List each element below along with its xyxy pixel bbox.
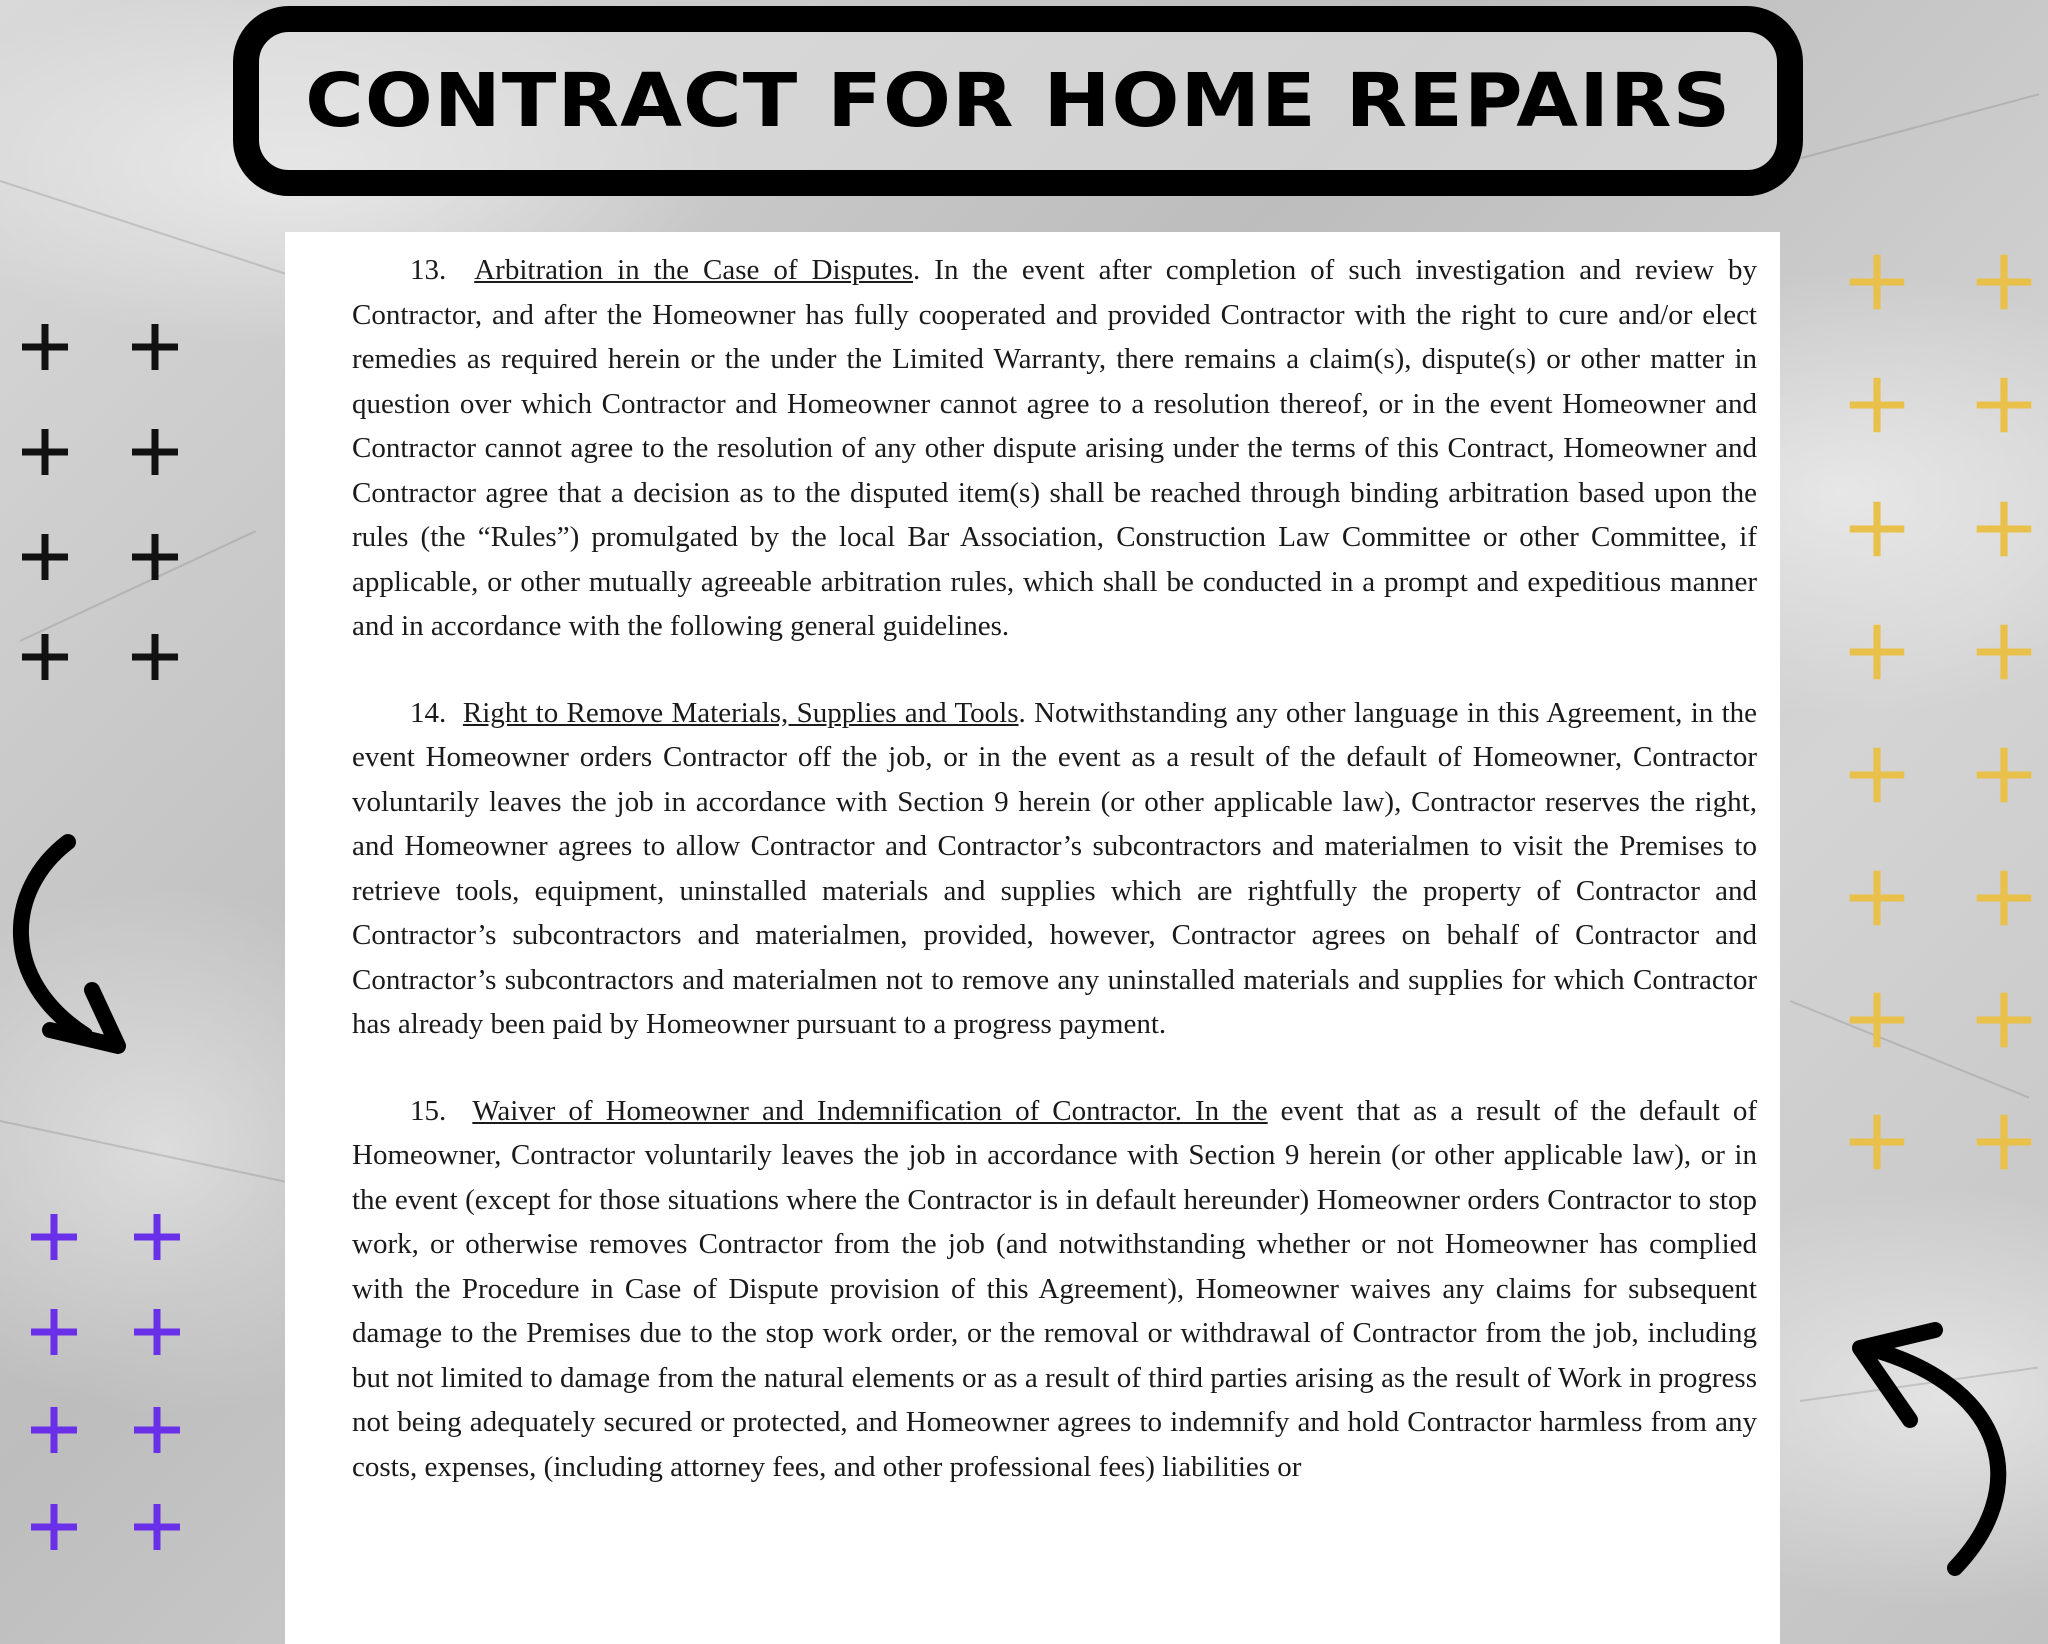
plus-icon (27, 1305, 81, 1359)
plus-icon (1845, 988, 1909, 1052)
section-heading: Waiver of Homeowner and Indemnification of Contractor. In the (472, 1094, 1268, 1127)
plus-icon (128, 320, 182, 374)
plus-icon (18, 630, 72, 684)
plus-icon (27, 1403, 81, 1457)
plus-icon (130, 1305, 184, 1359)
section-14 (352, 691, 1757, 1047)
plus-icon (1972, 250, 2036, 314)
plus-icon (1845, 250, 1909, 314)
plus-icon (1845, 1110, 1909, 1174)
plus-icon (1972, 988, 2036, 1052)
plus-icon (130, 1500, 184, 1554)
curved-arrow-icon (1840, 1320, 2020, 1580)
paper-crease (1790, 93, 2040, 162)
plus-icon (128, 425, 182, 479)
paper-crease (0, 1120, 294, 1184)
section-body: . Notwithstanding any other language in this Agreement, in the event Homeowner orders Contractor off the job, or in the event as a result of the default of Homeowner, Contractor voluntarily leaves the job in accordance with Section 9 herein (or other applicable law), Contractor reserves the right, and Homeowner agrees to allow Contractor and Contractor’s subcontractors and materialmen to visit the Premises to retrieve tools, equipment, uninstalled materials and supplies which are rightfully the property of Contractor and Contractor’s subcontractors and materialmen, provided, however, Contractor agrees on behalf of Contractor and Contractor’s subcontractors and materialmen not to remove any uninstalled materials and supplies for which Contractor has already been paid by Homeowner pursuant to a progress payment. (352, 696, 1758, 1040)
plus-icon (1972, 620, 2036, 684)
section-heading: Arbitration in the Case of Disputes (474, 254, 914, 286)
page-title: CONTRACT FOR HOME REPAIRS (304, 58, 1732, 144)
plus-icon (1972, 1110, 2036, 1174)
plus-icon (1972, 743, 2036, 807)
section-number: 15. (410, 1094, 447, 1127)
plus-icon (18, 425, 72, 479)
section-13 (352, 248, 1757, 649)
plus-icon (1972, 866, 2036, 930)
plus-icon (130, 1403, 184, 1457)
plus-icon (130, 1210, 184, 1264)
curved-arrow-icon (0, 830, 140, 1060)
section-15 (352, 1089, 1757, 1490)
plus-icon (1845, 497, 1909, 561)
section-body: event that as a result of the default of Homeowner, Contractor voluntarily leaves the job in accordance with Section 9 herein (or other applicable law), or in the event (except for those situations where the Contractor is in default hereunder) Homeowner orders Contractor to stop work, or otherwise removes Contractor from the job (and notwithstanding whether or not Homeowner has complied with the Procedure in Case of Dispute provision of this Agreement), Homeowner waives any claims for subsequent damage to the Premises due to the stop work order, or the removal or withdrawal of Contractor from the job, including but not limited to damage from the natural elements or as a result of third parties arising as the result of Work in progress not being adequately secured or protected, and Homeowner agrees to indemnify and hold Contractor harmless from any costs, expenses, (including attorney fees, and other professional fees) liabilities or (352, 1094, 1757, 1483)
section-heading: Right to Remove Materials, Supplies and Tools (462, 696, 1019, 729)
plus-icon (1845, 620, 1909, 684)
plus-icon (1972, 373, 2036, 437)
plus-icon (27, 1210, 81, 1264)
section-number: 14. (410, 696, 447, 729)
plus-icon (18, 530, 72, 584)
plus-icon (27, 1500, 81, 1554)
document-text (352, 248, 1757, 1531)
section-number: 13. (410, 254, 447, 286)
plus-icon (128, 630, 182, 684)
plus-icon (128, 530, 182, 584)
plus-icon (1845, 743, 1909, 807)
plus-icon (1845, 373, 1909, 437)
plus-icon (1972, 497, 2036, 561)
plus-icon (1845, 866, 1909, 930)
section-body: . In the event after completion of such investigation and review by Contractor, and after the Homeowner has fully cooperated and provided Contractor with the right to cure and/or elect remedies as required herein or the under the Limited Warranty, there remains a claim(s), dispute(s) or other matter in question over which Contractor and Homeowner cannot agree to a resolution thereof, or in the event Homeowner and Contractor cannot agree to the resolution of any other dispute arising under the terms of this Contract, Homeowner and Contractor agree that a decision as to the disputed item(s) shall be reached through binding arbitration based upon the rules (the “Rules”) promulgated by the local Bar Association, Construction Law Committee or other Committee, if applicable, or other mutually agreeable arbitration rules, which shall be conducted in a prompt and expeditious manner and in accordance with the following general guidelines. (352, 254, 1758, 642)
paper-crease (0, 180, 305, 281)
title-frame (233, 6, 1803, 196)
plus-icon (18, 320, 72, 374)
